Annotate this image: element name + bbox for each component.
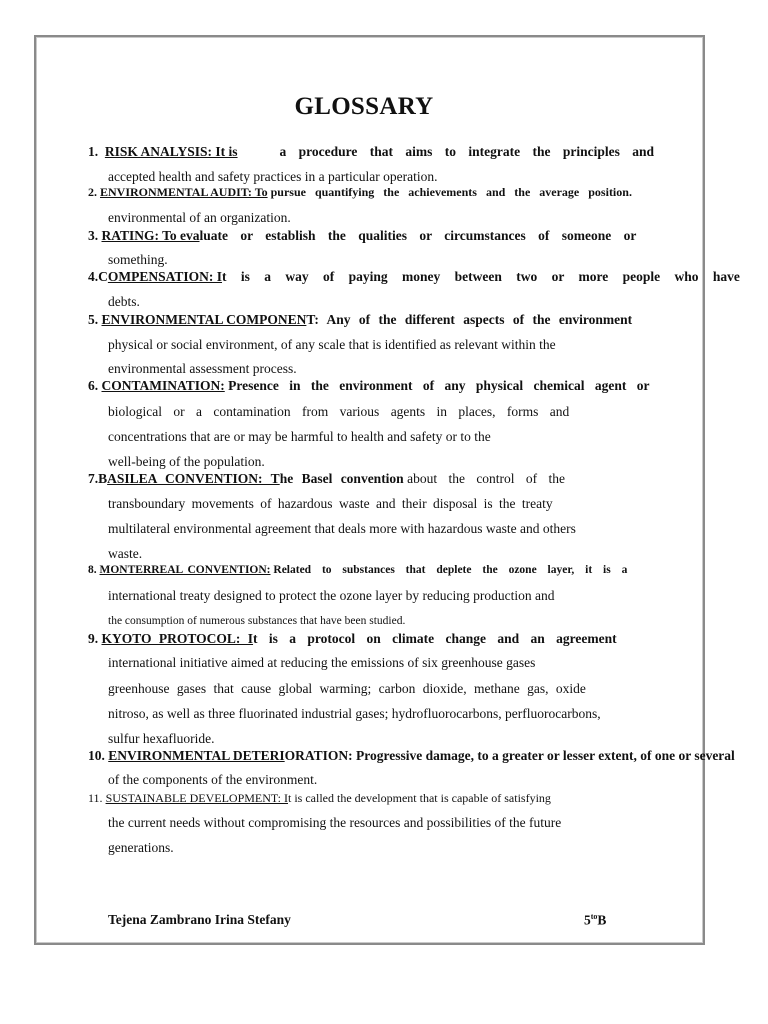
entry-11-line-2: generations. (108, 840, 174, 855)
author-name: Tejena Zambrano Irina Stefany (108, 912, 291, 927)
entry-8-term: MONTERREAL CONVENTION: (99, 564, 271, 576)
entry-9-heading: 9. KYOTO PROTOCOL: It is a protocol on climate change and an agreement (88, 631, 617, 646)
entry-5-line-2: environmental assessment process. (108, 361, 297, 376)
entry-7-line-2: multilateral environmental agreement that deals more with hazardous waste and others (108, 521, 576, 536)
entry-3-heading: 3. RATING: To evaluate or establish the qualities or circumstances of someone or (88, 228, 637, 243)
entry-11-term: SUSTAINABLE DEVELOPMENT: I (105, 791, 288, 805)
entry-10-line: of the components of the environment. (108, 772, 318, 787)
entry-9-line-1: international initiative aimed at reducing the emissions of six greenhouse gases (108, 655, 536, 670)
page-title: GLOSSARY (294, 93, 434, 120)
entry-9-term: KYOTO PROTOCOL: I (101, 631, 254, 646)
entry-4-term: OMPENSATION: I (107, 269, 223, 284)
entry-8-line-2: the consumption of numerous substances that have been studied. (108, 615, 406, 627)
entry-5-term: ENVIRONMENTAL COMPONEN (101, 312, 307, 327)
entry-2-line: environmental of an organization. (108, 210, 291, 225)
entry-2-term: ENVIRONMENTAL AUDIT: To (100, 185, 268, 199)
entry-2-heading: 2. ENVIRONMENTAL AUDIT: To pursue quantifying the achievements and the average position. (88, 185, 632, 199)
grade-label: $5^{to}B$ (584, 912, 607, 928)
entry-4-heading: 4.COMPENSATION: It is a way of paying money between two or more people who have (88, 269, 740, 284)
entry-11-line-1: the current needs without compromising the resources and possibilities of the future (108, 815, 562, 830)
entry-9-line-2: greenhouse gases that cause global warming; carbon dioxide, methane gas, oxide (108, 681, 586, 696)
entry-6-term: CONTAMINATION: (101, 378, 225, 393)
entry-5-heading: 5. ENVIRONMENTAL COMPONENT: Any of the different aspects of the environment (88, 312, 633, 327)
entry-7-term: ASILEA CONVENTION: T (107, 471, 280, 486)
entry-6-heading: 6. CONTAMINATION: Presence in the environment of any physical chemical agent or (88, 378, 650, 393)
entry-6-line-3: well-being of the population. (108, 454, 265, 469)
entry-6-line-2: concentrations that are or may be harmful to health and safety or to the (108, 429, 491, 444)
entry-10-heading: 10. ENVIRONMENTAL DETERIORATION: Progressive damage, to a greater or lesser extent, of one or several (88, 748, 735, 763)
entry-4-line: debts. (108, 294, 140, 309)
entry-11-heading: 11. SUSTAINABLE DEVELOPMENT: It is called the development that is capable of satisfying (88, 791, 551, 805)
entry-3-term: RATING: To eva (101, 228, 200, 243)
entry-1-term: RISK ANALYSIS: It is (104, 144, 238, 159)
entry-9-line-4: sulfur hexafluoride. (108, 731, 215, 746)
entry-8-line-1: international treaty designed to protect the ozone layer by reducing production and (108, 588, 555, 603)
entry-6-line-1: biological or a contamination from various agents in places, forms and (108, 404, 570, 419)
entry-10-term: ENVIRONMENTAL DETERI (108, 748, 285, 763)
entry-5-line-1: physical or social environment, of any scale that is identified as relevant within the (108, 337, 556, 352)
entry-7-line-1: transboundary movements of hazardous waste and their disposal is the treaty (108, 496, 553, 511)
entry-7-heading: 7.BASILEA CONVENTION: The Basel convention about the control of the (88, 471, 566, 486)
entry-9-line-3: nitroso, as well as three fluorinated industrial gases; hydrofluorocarbons, perfluorocarbons, (108, 706, 601, 721)
entry-8-heading: 8. MONTERREAL CONVENTION: Related to substances that deplete the ozone layer, it is a (88, 564, 628, 576)
entry-7-line-3: waste. (108, 546, 143, 561)
entry-1-heading: 1. RISK ANALYSIS: It is a procedure that aims to integrate the principles and (88, 144, 654, 159)
entry-1-line: accepted health and safety practices in a particular operation. (108, 169, 438, 184)
entry-3-line: something. (108, 252, 168, 267)
